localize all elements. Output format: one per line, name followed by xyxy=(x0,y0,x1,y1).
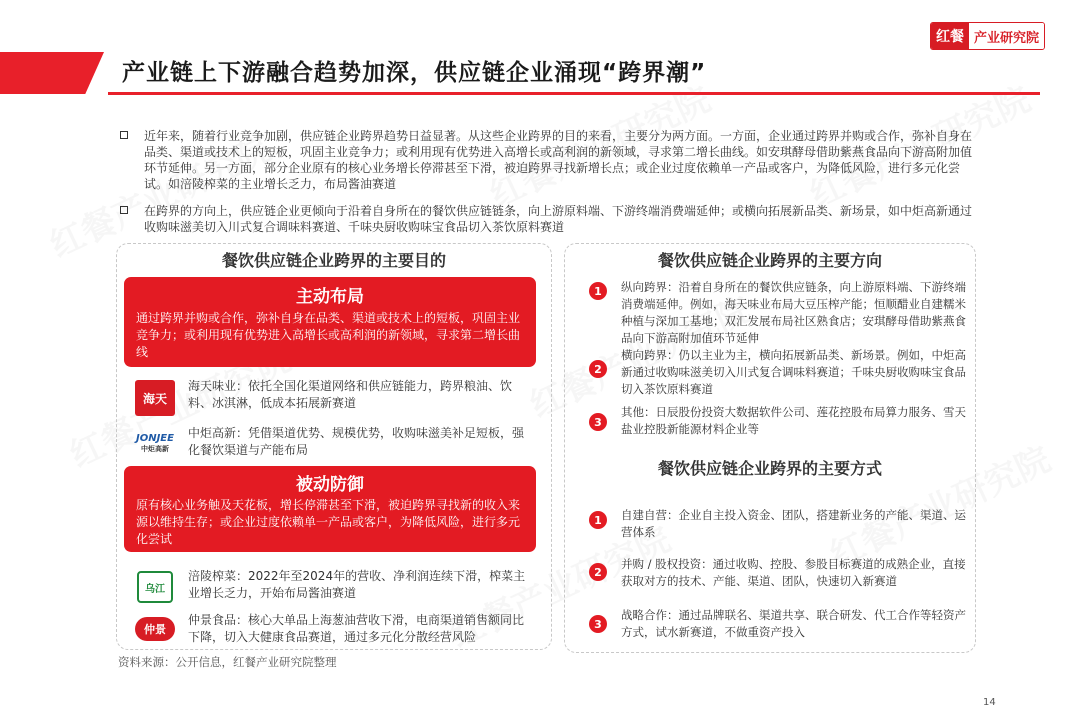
jonjee-logo xyxy=(133,428,177,458)
method-number-badge: 1 xyxy=(589,511,607,529)
jonjee-text: 中炬高新：凭借渠道优势、规模优势，收购味滋美补足短板，强化餐饮渠道与产能布局 xyxy=(188,426,525,457)
passive-defense-heading: 被动防御 xyxy=(296,475,364,495)
bullet-text: 近年来，随着行业竞争加剧，供应链企业跨界趋势日益显著。从这些企业跨界的目的来看，主要分为两方面。一方面，企业通过跨界并购或合作，弥补自身在品类、渠道或技术上的短板，巩固主业竞争力；或利用现有优势进入高增长或高利润的新领域，寻求第二增长曲线。如安琪酵母借助紫燕食品向下游高附加值环节延伸。另一方面，部分企业原有的核心业务增长停滞甚至下滑，被迫跨界寻找新增长点；或企业过度依赖单一产品或客户，为降低风险，进行多元化尝试。如涪陵榨菜的主业增长乏力，布局酱油赛道 xyxy=(144,129,973,191)
haitian-text: 海天味业：依托全国化渠道网络和供应链能力，跨界粮油、饮料、冰淇淋，低成本拓展新赛道 xyxy=(188,379,513,410)
method-item: 并购 / 股权投资：通过收购、控股、参股目标赛道的成熟企业，直接获取对方的技术、产能、渠道、团队，快速切入新赛道 xyxy=(621,557,966,588)
wujiang-logo: 乌江 xyxy=(137,571,173,603)
direction-number-badge: 2 xyxy=(589,360,607,378)
directions-title: 餐饮供应链企业跨界的主要方向 xyxy=(657,251,882,270)
active-layout-heading: 主动布局 xyxy=(296,287,364,307)
jonjee-logo-subtext: 中炬高新 xyxy=(141,444,169,453)
logo-brand-text: 红餐 xyxy=(931,23,969,49)
bullet-paragraph-1 xyxy=(120,128,976,192)
active-layout-box xyxy=(124,277,536,367)
haitian-logo: 海天 xyxy=(135,380,175,416)
passive-defense-box xyxy=(124,466,536,552)
source-note: 资料来源：公开信息，红餐产业研究院整理 xyxy=(118,655,337,669)
bullet-paragraph-2 xyxy=(120,203,976,235)
fuling-zhacai-text: 涪陵榨菜：2022年至2024年的营收、净利润连续下滑，榨菜主业增长乏力，开始布局酱油赛道 xyxy=(188,569,526,600)
direction-item: 其他：日辰股份投资大数据软件公司、莲花控股布局算力服务、雪天盐业控股新能源材料企业等 xyxy=(621,405,966,436)
passive-defense-body: 原有核心业务触及天花板，增长停滞甚至下滑，被迫跨界寻找新的收入来源以维持生存；或企业过度依赖单一产品或客户，为降低风险，进行多元化尝试 xyxy=(136,498,521,546)
bullet-text: 在跨界的方向上，供应链企业更倾向于沿着自身所在的餐饮供应链链条，向上游原料端、下游终端消费端延伸；或横向拓展新品类、新场景，如中炬高新通过收购味滋美切入川式复合调味料赛道、千味央厨收购味宝食品切入茶饮原料赛道 xyxy=(144,204,973,234)
direction-number-badge: 1 xyxy=(589,282,607,300)
header-accent-bar xyxy=(0,52,104,94)
direction-item: 纵向跨界：沿着自身所在的餐饮供应链条，向上游原料端、下游终端消费端延伸。例如，海天味业布局大豆压榨产能；恒顺醋业自建糯米种植与深加工基地；双汇发展布局社区熟食店；安琪酵母借助紫燕食品向下游高附加值环节延伸 xyxy=(621,280,966,345)
method-number-badge: 2 xyxy=(589,563,607,581)
method-item: 战略合作：通过品牌联名、渠道共享、联合研发、代工合作等轻资产方式，试水新赛道，不做重资产投入 xyxy=(621,608,966,639)
method-number-badge: 3 xyxy=(589,615,607,633)
method-item: 自建自营：企业自主投入资金、团队，搭建新业务的产能、渠道、运营体系 xyxy=(621,508,966,539)
active-layout-body: 通过跨界并购或合作，弥补自身在品类、渠道或技术上的短板，巩固主业竞争力；或利用现有优势进入高增长或高利润的新领域，寻求第二增长曲线 xyxy=(136,311,521,359)
jonjee-logo-text: JONJEE xyxy=(136,432,174,444)
logo-name-text: 产业研究院 xyxy=(969,23,1044,49)
methods-title: 餐饮供应链企业跨界的主要方式 xyxy=(657,459,882,478)
brand-logo xyxy=(930,22,1045,50)
page-number: 14 xyxy=(983,697,996,708)
zhongjing-logo: 仲景 xyxy=(135,617,175,641)
page-title: 产业链上下游融合趋势加深，供应链企业涌现“跨界潮” xyxy=(122,60,707,86)
purpose-panel-title: 餐饮供应链企业跨界的主要目的 xyxy=(221,251,446,270)
zhongjing-text: 仲景食品：核心大单品上海葱油营收下滑，电商渠道销售额同比下降，切入大健康食品赛道，通过多元化分散经营风险 xyxy=(188,613,525,644)
bullet-square-icon xyxy=(120,206,128,214)
direction-item: 横向跨界：仍以主业为主，横向拓展新品类、新场景。例如，中炬高新通过收购味滋美切入川式复合调味料赛道；千味央厨收购味宝食品切入茶饮原料赛道 xyxy=(621,348,966,396)
direction-number-badge: 3 xyxy=(589,413,607,431)
header-underline xyxy=(108,92,1040,95)
bullet-square-icon xyxy=(120,131,128,139)
